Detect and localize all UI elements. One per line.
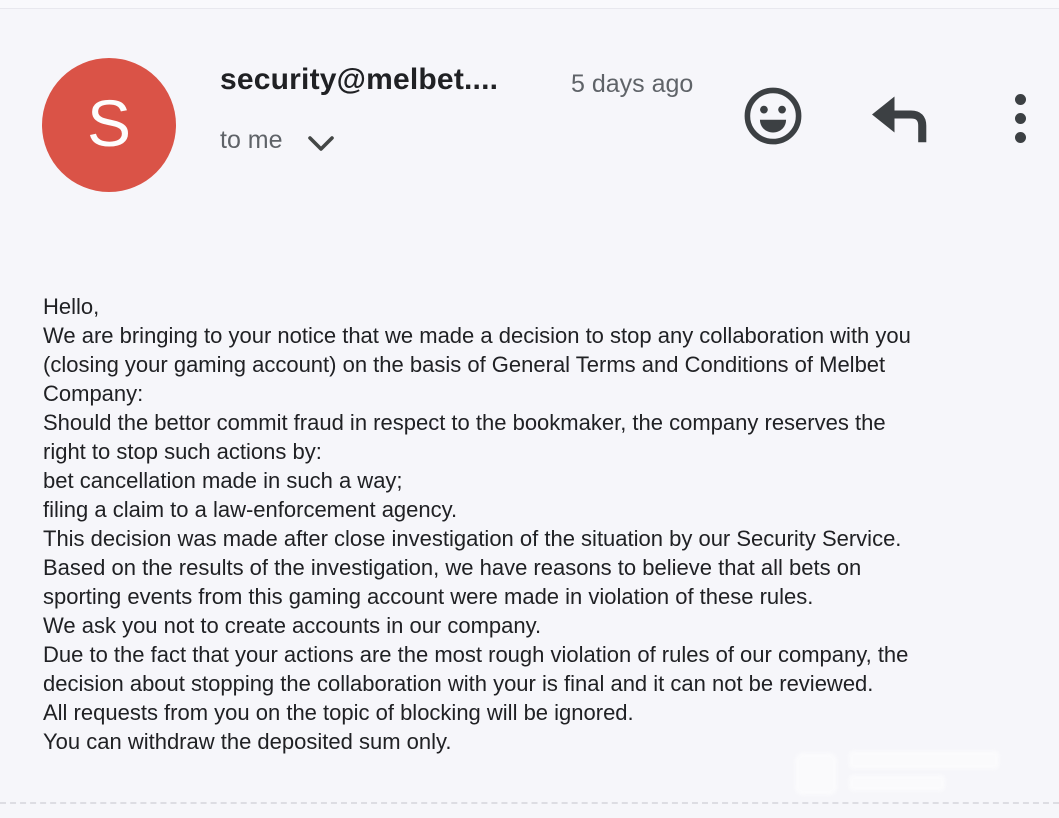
more-vertical-icon (1012, 92, 1028, 143)
body-line: We are bringing to your notice that we made a decision to stop any collaboration with you (43, 323, 911, 348)
body-line: Should the bettor commit fraud in respect to the bookmaker, the company reserves the (43, 410, 886, 435)
add-reaction-button[interactable] (741, 84, 805, 148)
sender-address: security@melbet.... (220, 63, 499, 96)
body-line: This decision was made after close investigation of the situation by our Security Service. (43, 526, 902, 551)
top-divider (0, 0, 1059, 9)
body-line: You can withdraw the deposited sum only. (43, 729, 452, 754)
body-line: (closing your gaming account) on the basis of General Terms and Conditions of Melbet (43, 352, 886, 377)
body-line: Due to the fact that your actions are the most rough violation of rules of our company, the (43, 642, 909, 667)
avatar-initial: S (86, 86, 132, 160)
body-line: bet cancellation made in such a way; (43, 468, 403, 493)
sender-avatar[interactable] (42, 58, 176, 192)
reply-button[interactable] (866, 86, 938, 146)
smiley-icon (741, 84, 805, 148)
body-line: Hello, (43, 294, 100, 319)
reply-arrow-icon (866, 86, 938, 146)
bottom-divider (0, 802, 1059, 804)
email-timestamp: 5 days ago (571, 70, 694, 98)
body-line: Company: (43, 381, 144, 406)
body-line: sporting events from this gaming account were made in violation of these rules. (43, 584, 814, 609)
recipient-label: to me (220, 126, 283, 154)
body-line: Based on the results of the investigation, we have reasons to believe that all bets on (43, 555, 862, 580)
body-line: We ask you not to create accounts in our company. (43, 613, 542, 638)
email-body (43, 292, 1043, 756)
body-line: right to stop such actions by: (43, 439, 322, 464)
recipient-details-toggle[interactable] (220, 126, 335, 155)
body-line: filing a claim to a law-enforcement agency. (43, 497, 458, 522)
more-options-button[interactable] (1012, 88, 1028, 146)
body-line: decision about stopping the collaboration with your is final and it can not be reviewed. (43, 671, 874, 696)
body-line: All requests from you on the topic of blocking will be ignored. (43, 700, 634, 725)
chevron-down-icon[interactable] (307, 135, 335, 152)
